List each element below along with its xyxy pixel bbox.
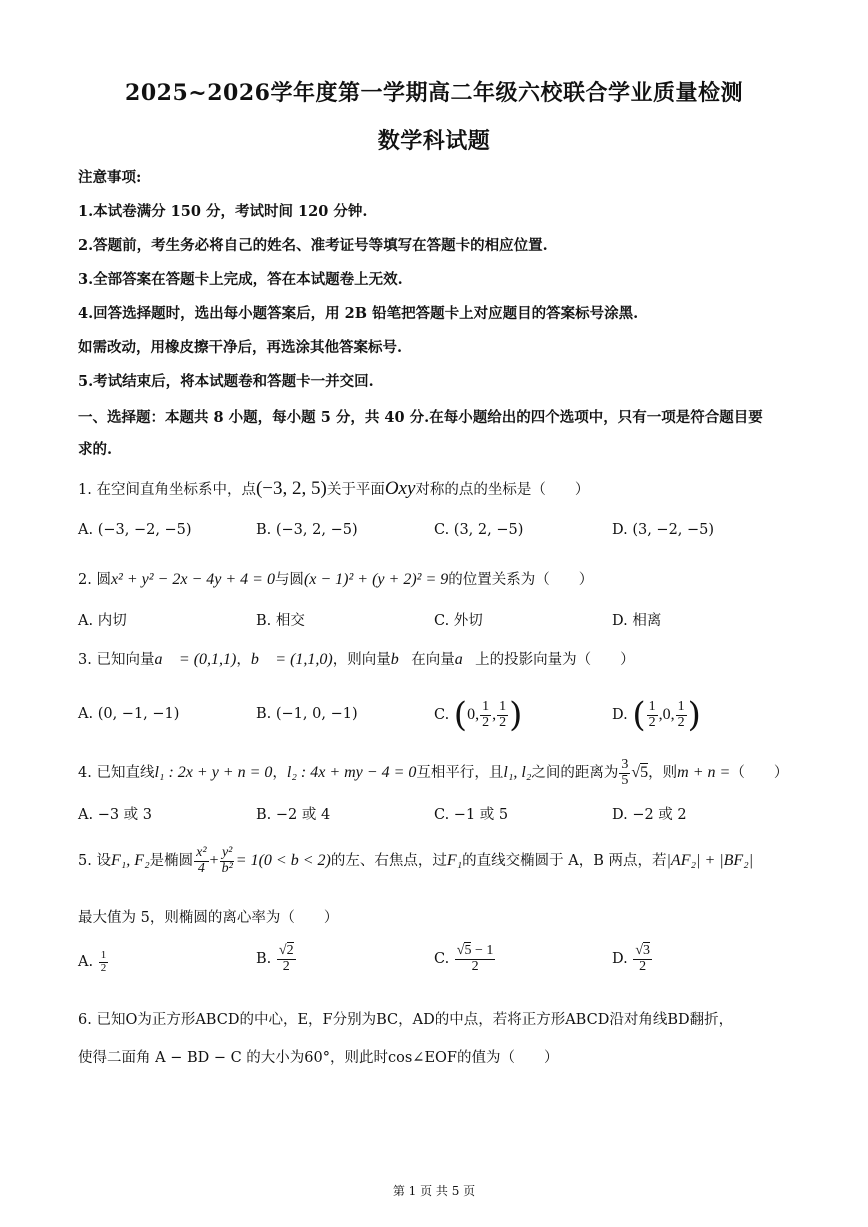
notice-item: 1.本试卷满分 150 分，考试时间 120 分钟. — [78, 203, 368, 220]
option-d[interactable]: D. ( $\frac{1}{2}$ ,0, $\frac{1}{2}$ ) — [612, 695, 701, 735]
option-b[interactable]: B. −2 或 4 — [256, 807, 331, 823]
option-b[interactable]: B. $\frac{√2}{2}$ — [256, 943, 294, 974]
question-5: 5. 设F₁, F₂是椭圆 $\frac{\text{x²}}{4}$ + $\frac{\text{y²}}{\text{b²}}$ = 1(0 < b < 2)的左、右焦点，过F₁的直线交椭圆于 A，B 两点，若|AF₂| + |BF₂| — [78, 845, 754, 876]
question-6: 6. 已知O为正方形ABCD的中心，E，F分别为BC，AD的中点，若将正方形ABCD沿对角线BD翻折， — [78, 1012, 734, 1028]
option-a[interactable]: A. $\frac{1}{2}$ — [78, 949, 107, 974]
question-3: 3. 已知向量a⃗ = (0,1,1)，b⃗ = (1,1,0)，则向量b⃗在向量a⃗上的投影向量为（ ） — [78, 651, 635, 668]
option-b[interactable]: B. (−3, 2, −5) — [256, 522, 358, 538]
exam-title: 2025~2026学年度第一学期高二年级六校联合学业质量检测 — [125, 80, 743, 106]
option-b[interactable]: B. (−1, 0, −1) — [256, 706, 358, 722]
option-c[interactable]: C. (0, $\frac{1}{2}$ , $\frac{1}{2}$ ) — [434, 695, 523, 735]
option-d[interactable]: D. $\frac{√3}{2}$ — [612, 943, 651, 974]
question-1: 1. 在空间直角坐标系中，点(−3, 2, 5)关于平面Oxy对称的点的坐标是（ ） — [78, 478, 590, 499]
option-c[interactable]: C. (3, 2, −5) — [434, 522, 524, 538]
section-heading-cont: 求的. — [78, 441, 113, 458]
option-a[interactable]: A. 内切 — [78, 613, 127, 629]
option-c[interactable]: C. $\frac{√5 - 1}{2}$ — [434, 943, 494, 974]
question-4: 4. 已知直线l₁ : 2x + y + n = 0，l₂ : 4x + my − 4 = 0互相平行，且l₁, l₂之间的距离为 $\frac{3}{5}$ √5，则m + n =（ ） — [78, 757, 789, 788]
option-d[interactable]: D. −2 或 2 — [612, 807, 687, 823]
notice-item: 2.答题前，考生务必将自己的姓名、准考证号等填写在答题卡的相应位置. — [78, 237, 548, 254]
option-c[interactable]: C. −1 或 5 — [434, 807, 509, 823]
option-a[interactable]: A. (0, −1, −1) — [78, 706, 180, 722]
question-5-cont: 最大值为 5，则椭圆的离心率为（ ） — [78, 910, 339, 926]
page-footer: 第 1 页 共 5 页 — [392, 1184, 476, 1198]
notice-item: 3.全部答案在答题卡上完成，答在本试题卷上无效. — [78, 271, 403, 288]
option-c[interactable]: C. 外切 — [434, 613, 483, 629]
option-b[interactable]: B. 相交 — [256, 613, 305, 629]
option-a[interactable]: A. −3 或 3 — [78, 807, 153, 823]
exam-subtitle: 数学科试题 — [377, 128, 491, 154]
section-heading: 一、选择题：本题共 8 小题，每小题 5 分，共 40 分.在每小题给出的四个选项中，只有一项是符合题目要 — [78, 409, 763, 426]
notice-item: 5.考试结束后，将本试题卷和答题卡一并交回. — [78, 373, 374, 390]
notice-item: 4.回答选择题时，选出每小题答案后，用 2B 铅笔把答题卡上对应题目的答案标号涂黑. — [78, 305, 639, 322]
question-2: 2. 圆x² + y² − 2x − 4y + 4 = 0与圆(x − 1)² + (y + 2)² = 9的位置关系为（ ） — [78, 571, 594, 588]
option-a[interactable]: A. (−3, −2, −5) — [78, 522, 192, 538]
notice-item: 如需改动，用橡皮擦干净后，再选涂其他答案标号. — [78, 339, 403, 356]
option-d[interactable]: D. (3, −2, −5) — [612, 522, 715, 538]
question-6-cont: 使得二面角 A − BD − C 的大小为60°，则此时cos∠EOF的值为（ ） — [78, 1050, 559, 1066]
notice-heading: 注意事项: — [78, 169, 142, 186]
option-d[interactable]: D. 相离 — [612, 613, 662, 629]
